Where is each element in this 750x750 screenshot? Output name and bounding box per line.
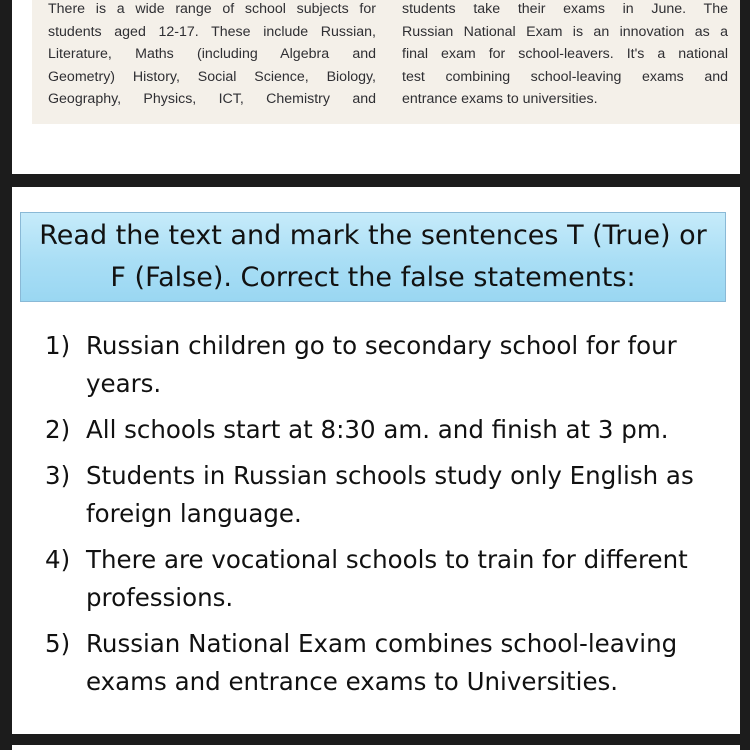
- scan-line: Geography, Physics, ICT, Chemistry and: [48, 91, 376, 107]
- textbook-scan-slide: [12, 0, 740, 174]
- item-text: Russian National Exam combines school-leaving exams and entrance exams to Universities.: [86, 629, 678, 696]
- item-number: 4): [45, 545, 71, 574]
- list-item: [12, 327, 740, 403]
- item-text: Students in Russian schools study only English as foreign language.: [86, 461, 694, 528]
- item-text: Russian children go to secondary school for four years.: [86, 331, 677, 398]
- scan-column-left: [48, 0, 376, 111]
- scan-line: entrance exams to universities.: [402, 91, 598, 107]
- list-item: [12, 411, 740, 449]
- item-text: There are vocational schools to train for different professions.: [86, 545, 688, 612]
- list-item: [12, 457, 740, 533]
- scan-column-right: [402, 0, 728, 111]
- scan-line: Literature, Maths (including Algebra and: [48, 46, 376, 62]
- scan-line: final exam for school-leavers. It's a national: [402, 46, 728, 62]
- item-number: 3): [45, 461, 71, 490]
- scan-line: test combining school-leaving exams and: [402, 68, 728, 85]
- item-number: 2): [45, 415, 71, 444]
- scan-line: Russian National Exam is an innovation as a: [402, 23, 728, 40]
- item-number: 5): [45, 629, 71, 658]
- textbook-scan: [32, 0, 740, 124]
- scan-line: Geometry) History, Social Science, Biology,: [48, 68, 376, 85]
- instruction-text: Read the text and mark the sentences T (True) or F (False). Correct the false statements:: [39, 220, 707, 293]
- scan-line: students take their exams in June. The: [402, 1, 728, 17]
- item-number: 1): [45, 331, 71, 360]
- scan-line: students aged 12-17. These include Russian,: [48, 23, 376, 40]
- list-item: [12, 541, 740, 617]
- list-item: [12, 625, 740, 701]
- exercise-slide: [12, 187, 740, 734]
- statement-list: [12, 327, 740, 709]
- next-slide-edge: [12, 745, 740, 750]
- instruction-box: [20, 212, 726, 302]
- scan-line: There is a wide range of school subjects for: [48, 1, 376, 17]
- item-text: All schools start at 8:30 am. and finish at 3 pm.: [86, 415, 669, 444]
